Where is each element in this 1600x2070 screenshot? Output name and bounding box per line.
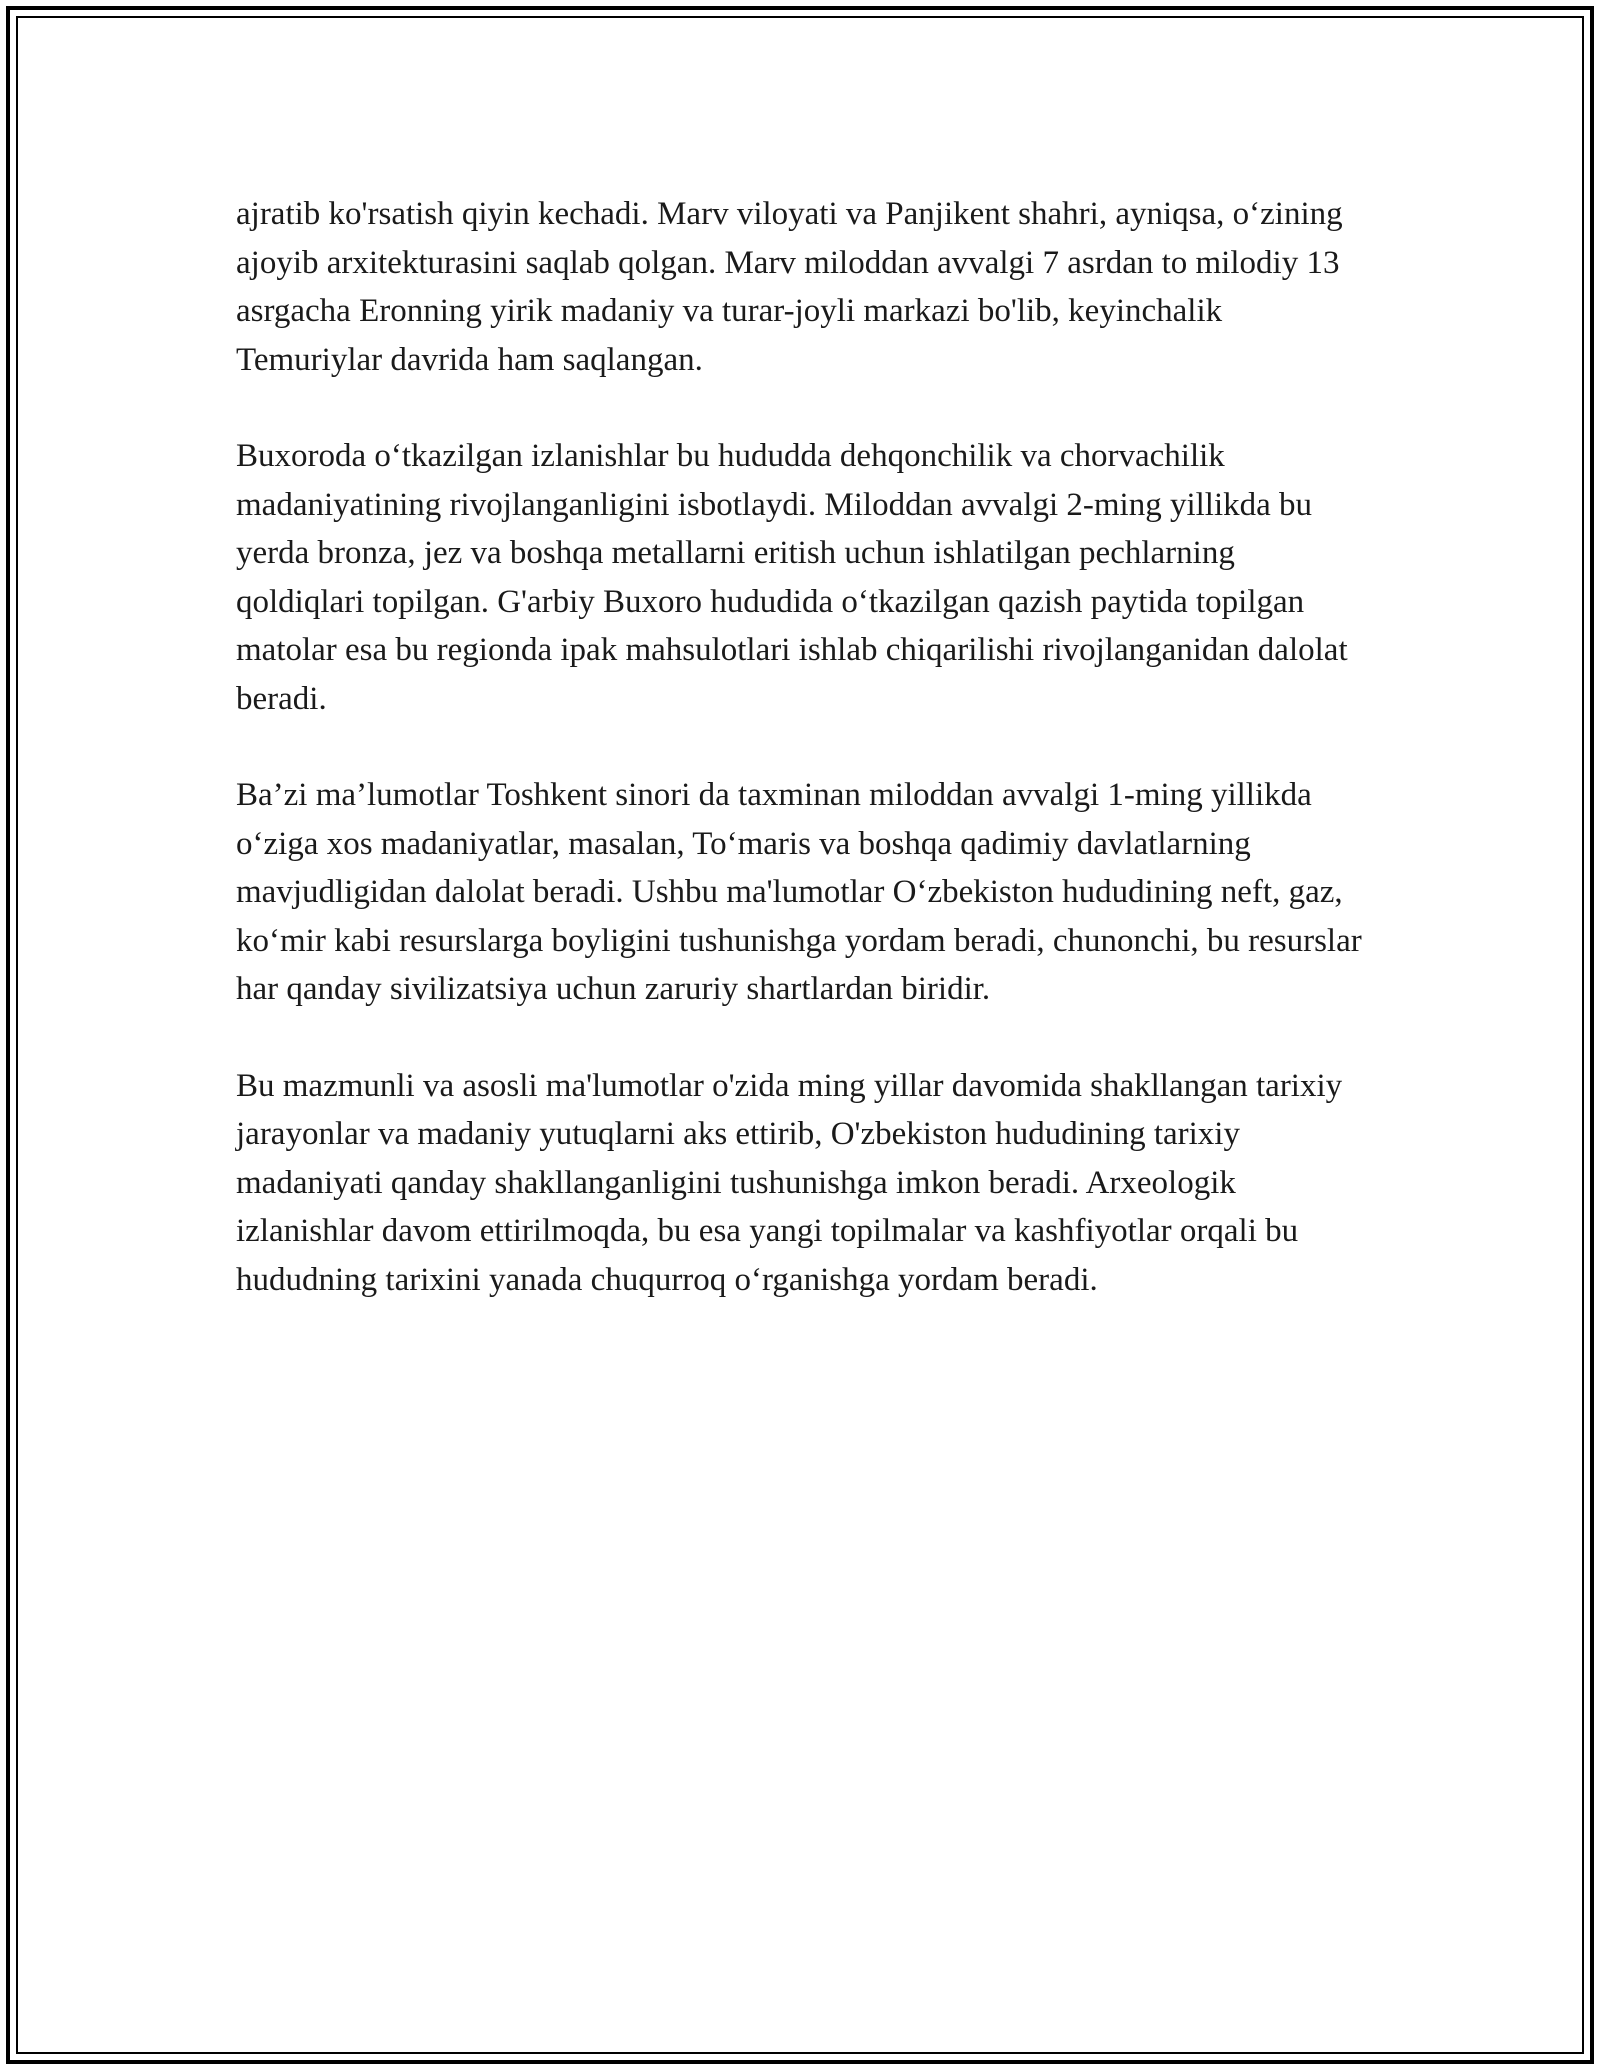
paragraph-buxoro: Buxoroda o‘tkazilgan izlanishlar bu hududda dehqonchilik va chorvachilik madaniyatining rivojlanganligini isbotlaydi. Miloddan avvalgi 2-ming yillikda bu yerda bronza, jez va boshqa metallarni eritish uchun ishlatilgan pechlarning qoldiqlari topilgan. G'arbiy Buxoro hududida o‘tkazilgan qazish paytida topilgan matolar esa bu regionda ipak mahsulotlari ishlab chiqarilishi rivojlanganidan dalolat beradi. bbox=[236, 438, 1348, 717]
paragraph-conclusion: Bu mazmunli va asosli ma'lumotlar o'zida ming yillar davomida shakllangan tarixiy jarayonlar va madaniy yutuqlarni aks ettirib, O'zbekiston hududining tarixiy madaniyati qanday shakllanganligini tushunishga imkon beradi. Arxeologik izlanishlar davom ettirilmoqda, bu esa yangi topilmalar va kashfiyotlar orqali bu hududning tarixini yanada chuqurroq o‘rganishga yordam beradi. bbox=[236, 1067, 1343, 1298]
paragraph-marv: ajratib ko'rsatish qiyin kechadi. Marv viloyati va Panjikent shahri, ayniqsa, o‘zining ajoyib arxitekturasini saqlab qolgan. Marv miloddan avvalgi 7 asrdan to milodiy 13 asrgacha Eronning yirik madaniy va turar-joyli markazi bo'lib, keyinchalik Temuriylar davrida ham saqlangan. bbox=[236, 196, 1343, 378]
document-body bbox=[236, 190, 1366, 1304]
paragraph-toshkent: Ba’zi ma’lumotlar Toshkent sinori da taxminan miloddan avvalgi 1-ming yillikda o‘ziga xos madaniyatlar, masalan, To‘maris va boshqa qadimiy davlatlarning mavjudligidan dalolat beradi. Ushbu ma'lumotlar O‘zbekiston hududining neft, gaz, ko‘mir kabi resurslarga boyligini tushunishga yordam beradi, chunonchi, bu resurslar har qanday sivilizatsiya uchun zaruriy shartlardan biridir. bbox=[236, 777, 1362, 1007]
